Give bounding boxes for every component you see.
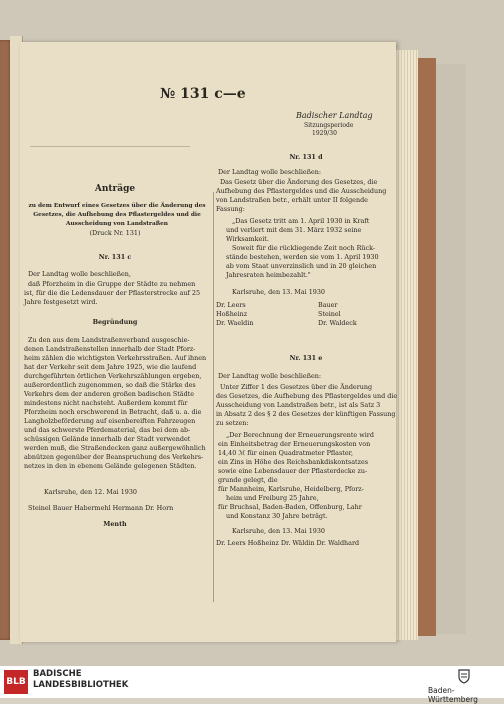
left-signers: Steinel Bauer Habermehl Hermann Dr. Horn xyxy=(28,504,174,512)
library-name-line1: BADISCHE xyxy=(33,669,82,679)
document-number: № 131 c—e xyxy=(160,86,246,102)
right-cover-edge xyxy=(418,58,436,636)
blb-logo[interactable]: BLB xyxy=(4,670,28,694)
right-date-e: Karlsruhe, den 13. Mai 1930 xyxy=(232,527,326,535)
column-divider xyxy=(213,192,214,602)
left-signer-menth: Menth xyxy=(103,520,127,528)
scan-background xyxy=(436,64,466,634)
section-131d: Nr. 131 d xyxy=(289,153,323,161)
region-label[interactable]: Baden-Württemberg xyxy=(428,686,478,704)
right-date-d: Karlsruhe, den 13. Mai 1930 xyxy=(232,288,326,296)
right-intro-e: Der Landtag wolle beschließen: xyxy=(218,372,322,380)
session-years: 1929/30 xyxy=(312,130,337,137)
library-name[interactable] xyxy=(33,669,128,691)
page-stack-edge xyxy=(396,50,418,640)
right-signers-e: Dr. Leers Hoßheinz Dr. Wäldin Dr. Waldhard xyxy=(216,539,360,547)
assembly-name: Badischer Landtag xyxy=(296,111,373,120)
crest-icon xyxy=(456,668,472,684)
right-intro-d: Der Landtag wolle beschließen: xyxy=(218,168,322,176)
left-title: Anträge xyxy=(94,184,136,194)
begruendung-heading: Begründung xyxy=(92,318,138,326)
session-label: Sitzungsperiode xyxy=(304,122,354,129)
left-druck: (Druck Nr. 131) xyxy=(89,229,141,237)
section-131e: Nr. 131 e xyxy=(289,354,323,362)
header-rule-left xyxy=(30,146,190,147)
left-intro: Der Landtag wolle beschließen, xyxy=(28,270,131,278)
section-131c: Nr. 131 c xyxy=(98,253,132,261)
library-name-line2: LANDESBIBLIOTHEK xyxy=(33,680,129,690)
left-date: Karlsruhe, den 12. Mai 1930 xyxy=(44,488,138,496)
document-page: № 131 c—e Badischer Landtag Sitzungsperiode 1929/30 Anträge zu dem Entwurf eines Gesetzes über die Änderung des Gesetzes, die Aufhebung des Pflastergeldes und die Ausscheidung von Landstraßen (Druck Nr. 131) Nr. 131 c Der Landtag wolle beschließen, daß Pforzheim in die Gruppe der Städte zu nehmen ist, für die die Ledensdauer der Pflasterstrecke auf 25 Jahre festgesetzt wird. Begründung Zu den aus dem Landstraßenverband ausgeschie- denen Landstraßenstellen innerhalb der Stadt Pforz- heim zählen die wichtigsten Verkehrsstraßen. Auf ihnen hat der Verkehr seit dem Jahre 1925, wie die laufend durchgeführten örtlichen Verkehrszählungen ergeben, außerordentlich zugenommen, so daß die Stärke des Verkehrs dem der anderen großen badischen Städte mindestens nicht nachsteht. Außerdem kommt für Pforzheim noch erschwerend in Betracht, daß u. a. die Langholzbeförderung auf eisenbereiften Fahrzeugen und das schwerste Pferdematerial, das bei dem ab- schüssigen Gelände innerhalb der Stadt verwendet werden muß, die Straßendecken ganz außergewöhnlich abnützen gegenüber der Beanspruchung des Verkehrs- netzes in den in ebenem Gelände gelegenen Städten. Karlsruhe, den 12. Mai 1930 Steinel Bauer Habermehl Hermann Dr. Horn Menth Nr. 131 d Der Landtag wolle beschließen: Das Gesetz über die Änderung des Gesetzes, die Aufhebung des Pflastergeldes und die Ausscheidung von Landstraßen betr., erhält unter II folgende Fassung: „Das Gesetz tritt am 1. April 1930 in Kraft und verliert mit dem 31. März 1932 seine Wirksamkeit. Soweit für die rückliegende Zeit noch Rück- stände bestehen, werden sie vom 1. April 1930 ab vom Staat unverzinslich und in 20 gleichen Jahresraten heimbezahlt." Karlsruhe, den 13. Mai 1930 Dr. Leers Hoßheinz Dr. Waeldin Bauer Steinel Dr. Waldeck Nr. 131 e Der Landtag wolle beschließen: Unter Ziffer 1 des Gesetzes über die Änderung des Gesetzes, die Aufhebung des Pflastergeldes und die Ausscheidung von Landstraßen betr., ist als Satz 3 in Absatz 2 des § 2 des Gesetzes der künftigen Fassung zu setzen: „Der Berechnung der Erneuerungsrente wird ein Einheitsbetrag der Erneuerungskosten von 14,40 ℳ für einen Quadratmeter Pflaster, ein Zins in Höhe des Reichsbankdiskontsatzes sowie eine Lebensdauer der Pflasterdecke zu- grunde gelegt, die für Mannheim, Karlsruhe, Heidelberg, Pforz- heim und Freiburg 25 Jahre, für Bruchsal, Baden-Baden, Offenburg, Lahr und Konstanz 30 Jahre beträgt. Karlsruhe, den 13. Mai 1930 Dr. Leers Hoßheinz Dr. Wäldin Dr. Waldhard xyxy=(20,42,396,642)
